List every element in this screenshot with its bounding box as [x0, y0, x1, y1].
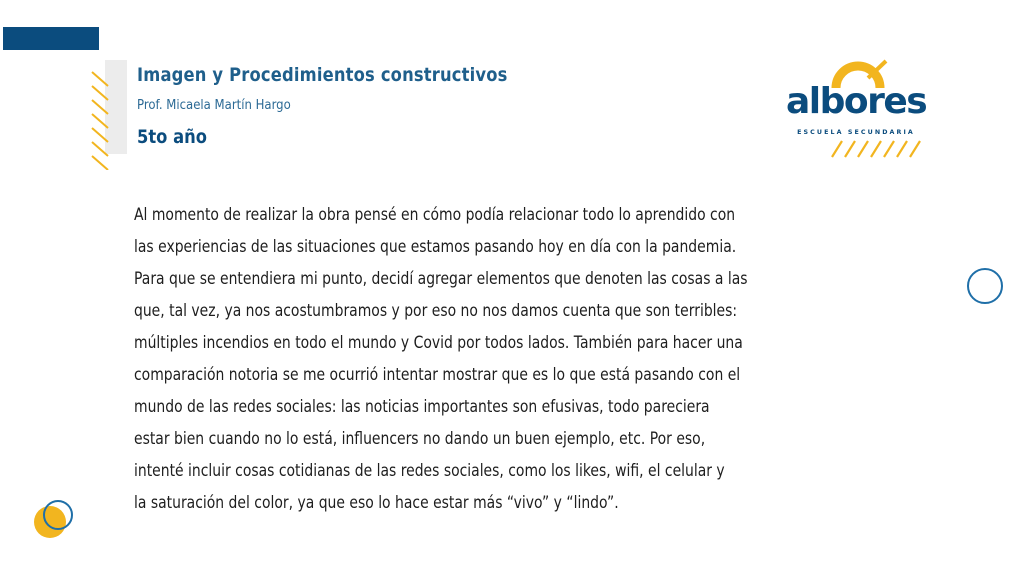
- teacher-name: Prof. Micaela Martín Hargo: [137, 98, 291, 113]
- hatch-stripes-decoration: [88, 70, 118, 170]
- logo-wordmark: albores: [786, 81, 927, 122]
- circles-decoration-icon: [30, 496, 80, 546]
- ring-decoration-icon: [965, 266, 1005, 306]
- logo-tagline: ESCUELA SECUNDARIA: [797, 129, 915, 136]
- body-paragraph: Al momento de realizar la obra pensé en cómo podía relacionar todo lo aprendido con las experiencias de las situaciones que estamos pasando hoy en día con la pandemia. Para que se entendiera mi punto, decidí agregar elementos que denoten las cosas a las que, tal vez, ya nos acostumbramos y por eso no nos damos cuenta que son terribles: múltiples incendios en todo el mundo y Covid por todos lados. También para hacer una comparación notoria se me ocurrió intentar mostrar que es lo que está pasando con el mundo de las redes sociales: las noticias importantes son efusivas, todo pareciera estar bien cuando no lo está, influencers no dando un buen ejemplo, etc. Por eso, intenté incluir cosas cotidianas de las redes sociales, como los likes, wifi, el celular y la saturación del color, ya que eso lo hace estar más “vivo” y “lindo”.: [134, 205, 748, 513]
- grade-label: 5to año: [137, 126, 207, 148]
- logo-hatch-stripes: [830, 137, 926, 159]
- top-left-bar-decoration: [3, 27, 99, 50]
- albores-logo: [786, 58, 926, 160]
- course-title: Imagen y Procedimientos constructivos: [137, 64, 508, 86]
